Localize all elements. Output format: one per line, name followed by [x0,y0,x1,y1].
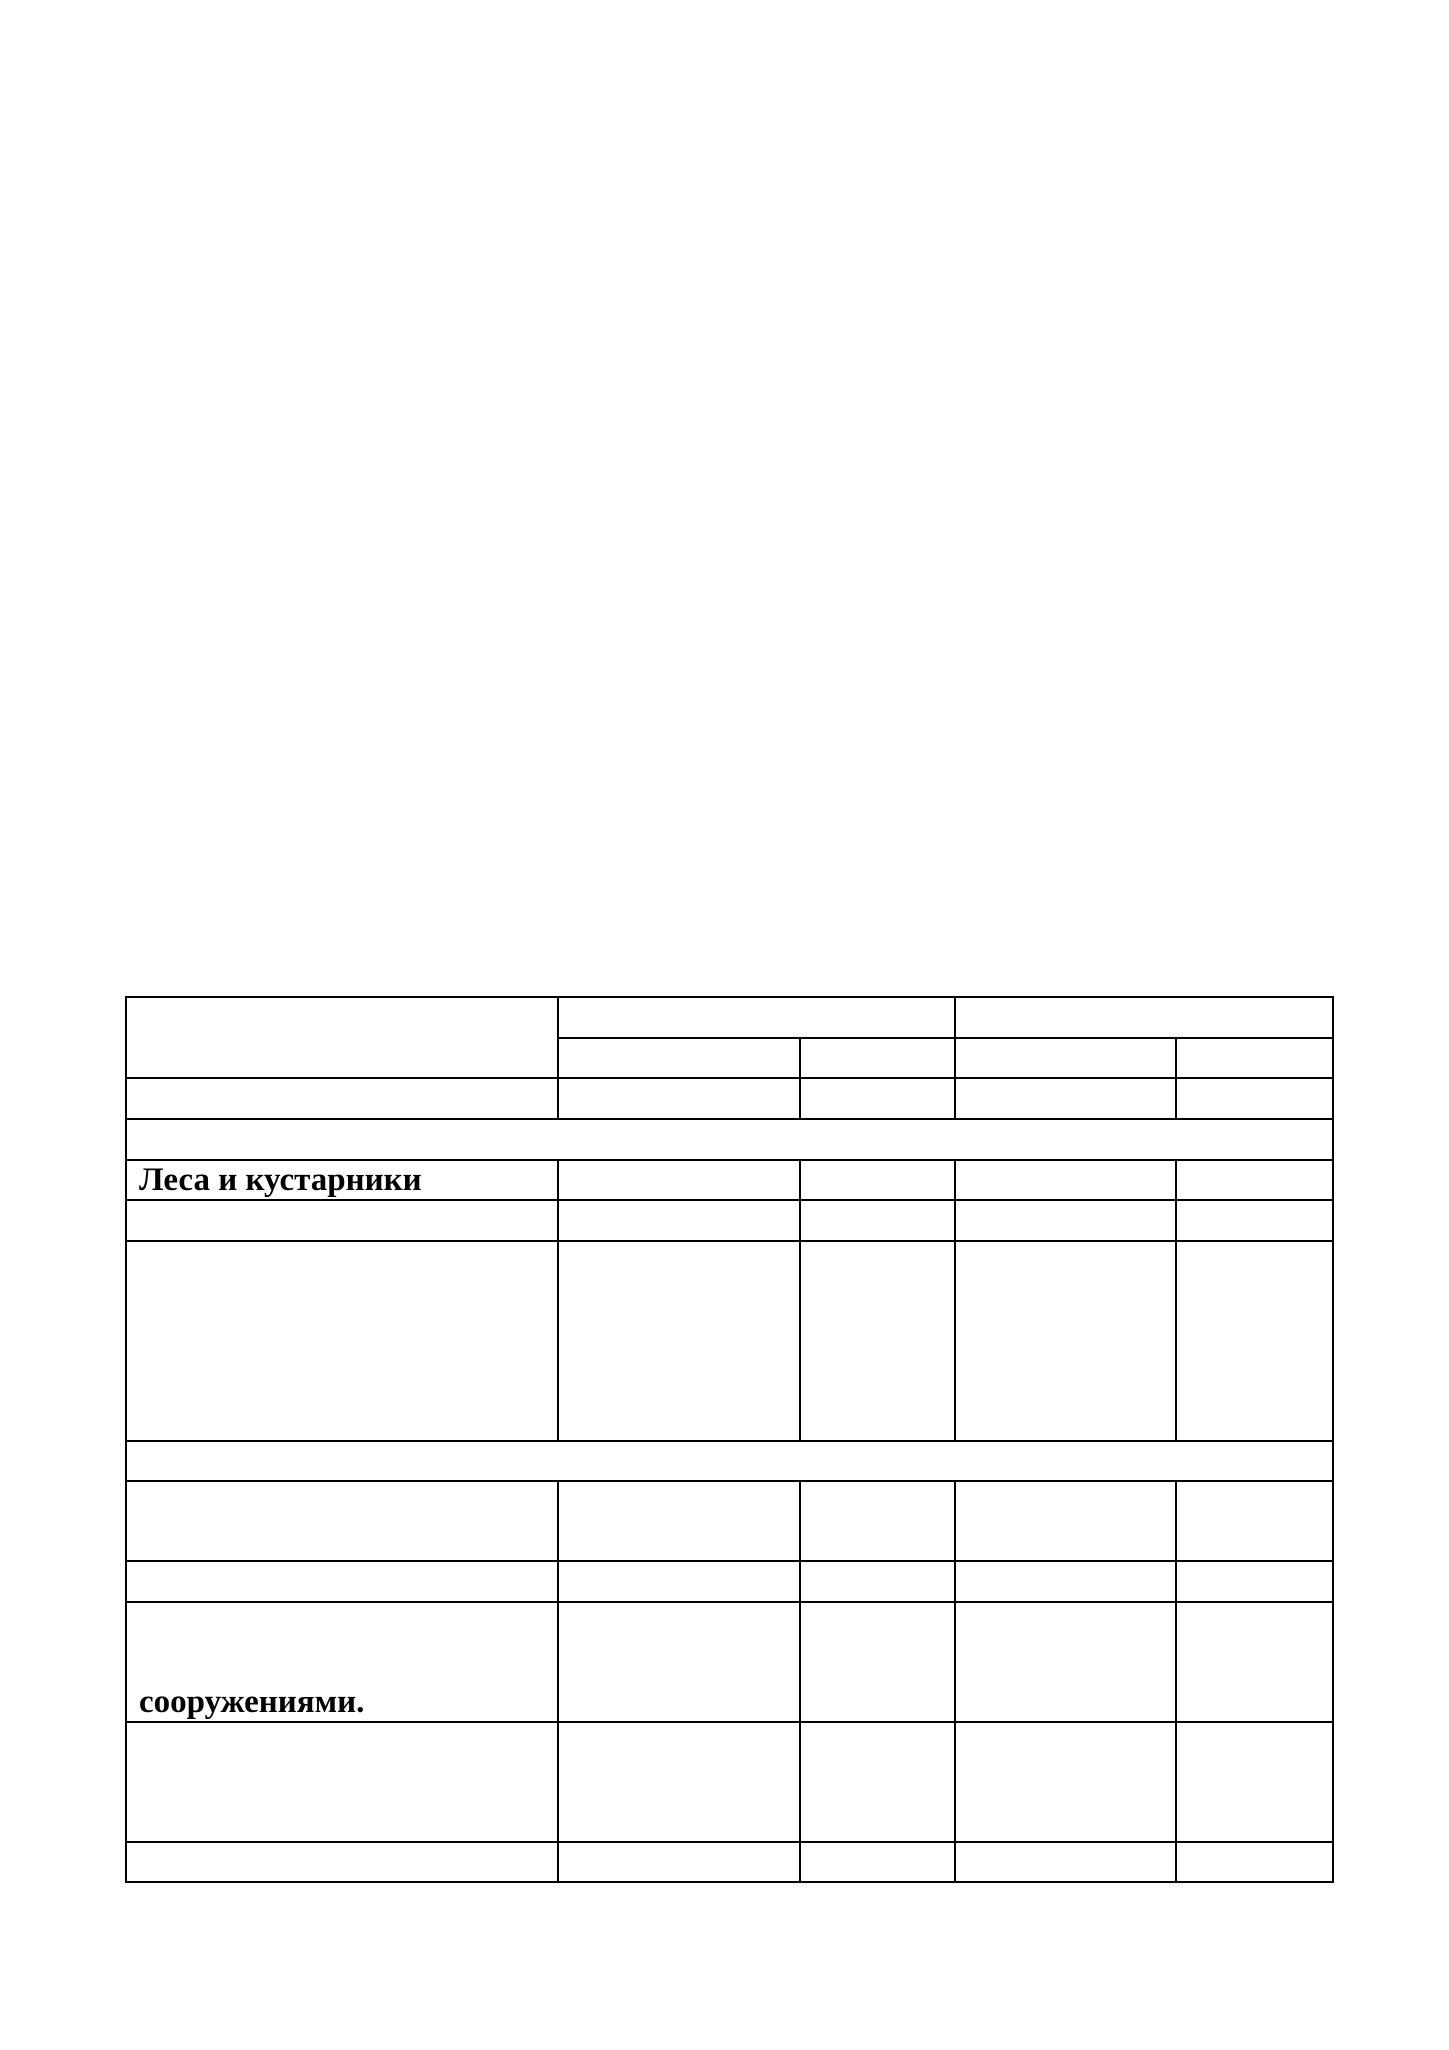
table-row [126,1722,1333,1842]
table-row [126,1078,1333,1119]
table-cell [800,1481,955,1561]
table-row [126,1602,1333,1722]
table-cell [558,1842,800,1882]
table-cell [558,1481,800,1561]
table-row [126,1481,1333,1561]
table-cell [558,1602,800,1722]
table-cell [1176,1200,1333,1241]
table-cell [800,1160,955,1200]
table-cell [1176,1078,1333,1119]
table-cell [558,1200,800,1241]
table-cell [1176,1481,1333,1561]
table-cell [1176,1602,1333,1722]
row-label [126,1200,558,1241]
table-cell [955,1722,1176,1842]
header-cell [955,1038,1176,1078]
table-cell [558,1722,800,1842]
table-cell [955,1842,1176,1882]
row-label [126,1241,558,1441]
row-label [126,1078,558,1119]
table-cell [1176,1241,1333,1441]
table-cell [955,1078,1176,1119]
section-cell [126,1119,1333,1160]
table-row [126,1561,1333,1602]
table-row [126,1241,1333,1441]
table-cell [1176,1160,1333,1200]
table-cell [558,1160,800,1200]
table-cell [800,1602,955,1722]
table-cell [955,1160,1176,1200]
table-cell [955,1481,1176,1561]
section-row [126,1119,1333,1160]
header-cell [1176,1038,1333,1078]
header-cell [800,1038,955,1078]
table-row [126,1160,1333,1200]
table-row [126,1200,1333,1241]
header-cell-group-2 [955,997,1333,1038]
table-cell [800,1722,955,1842]
table-cell [1176,1561,1333,1602]
section-cell [126,1441,1333,1481]
header-cell [558,1038,800,1078]
row-label [126,1722,558,1842]
land-table [125,996,1334,1883]
table-cell [955,1602,1176,1722]
table-cell [800,1241,955,1441]
table-cell [800,1842,955,1882]
table-row [126,1842,1333,1882]
table-cell [558,1241,800,1441]
table-header-row [126,997,1333,1038]
row-label-forests: Леса и кустарники [126,1160,558,1200]
table-cell [800,1561,955,1602]
header-cell-label [126,997,558,1078]
table-cell [1176,1722,1333,1842]
table-cell [955,1561,1176,1602]
table-cell [800,1200,955,1241]
table-cell [955,1241,1176,1441]
section-row [126,1441,1333,1481]
row-label-structures: сооружениями. [126,1602,558,1722]
table-cell [558,1561,800,1602]
row-label [126,1481,558,1561]
row-label [126,1561,558,1602]
table-cell [1176,1842,1333,1882]
header-cell-group-1 [558,997,955,1038]
row-label [126,1842,558,1882]
table-cell [955,1200,1176,1241]
table-cell [558,1078,800,1119]
table-cell [800,1078,955,1119]
